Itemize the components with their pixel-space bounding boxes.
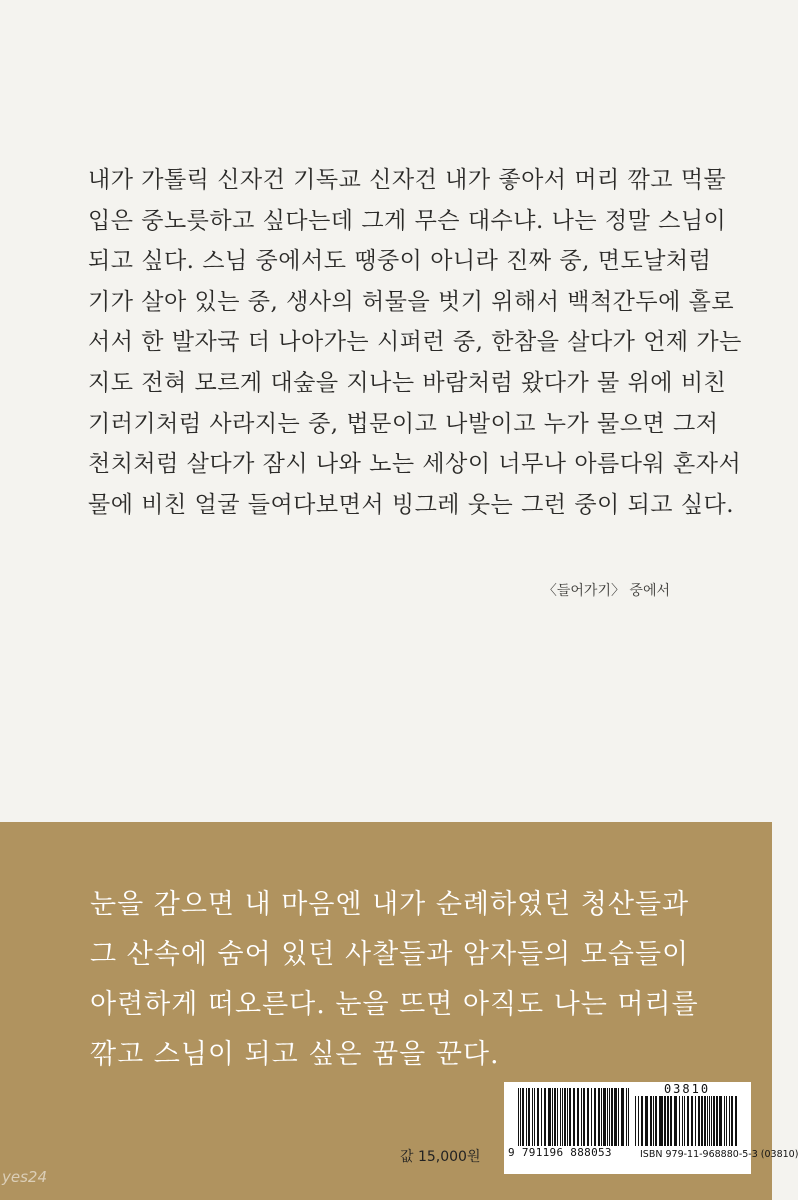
barcode-bar [726,1096,727,1146]
barcode-bar [713,1096,715,1146]
ean-number: 9 791196 888053 [508,1146,612,1159]
barcode-bar [562,1088,563,1146]
excerpt-line: 물에 비친 얼굴 들여다보면서 빙그레 웃는 그런 중이 되고 싶다. [88,491,735,518]
barcode-bar [564,1088,566,1146]
barcode-bar [569,1088,571,1146]
ean-barcode-bars [518,1088,630,1146]
barcode-bar [684,1096,685,1146]
barcode-bar [698,1096,700,1146]
barcode-bar [628,1088,629,1146]
isbn-label: ISBN 979-11-968880-5-3 (03810) [640,1149,798,1160]
barcode-bar [651,1096,652,1146]
barcode-bar [674,1096,676,1146]
barcode-bar [711,1096,712,1146]
barcode-bar [667,1096,669,1146]
watermark-logo: yes24 [2,1168,48,1186]
barcode-bar [541,1088,542,1146]
barcode-bar [691,1096,693,1146]
barcode-bar [729,1096,730,1146]
excerpt-text [88,160,742,525]
barcode-bar [591,1088,592,1146]
barcode-bar [664,1096,666,1146]
barcode-bar [603,1088,605,1146]
barcode-bar [659,1096,660,1146]
barcode-bar [609,1088,610,1146]
barcode-bar [560,1088,561,1146]
excerpt-source: 〈들어가기〉 중에서 [542,583,670,599]
barcode-bar [618,1088,619,1146]
barcode-bar [534,1088,535,1146]
excerpt-line: 천치처럼 살다가 잠시 나와 노는 세상이 너무나 아름다워 혼자서 [88,451,742,478]
barcode-bar [601,1088,602,1146]
barcode-bar [611,1088,612,1146]
barcode-bar [526,1088,527,1146]
quote-line: 그 산속에 숨어 있던 사찰들과 암자들의 모습들이 [90,939,690,970]
barcode-bar [583,1088,584,1146]
addon-number: 03810 [663,1082,711,1096]
barcode-bar [670,1096,672,1146]
barcode-bar [557,1088,558,1146]
barcode-bar [537,1088,538,1146]
pull-quote [90,880,730,1080]
barcode-bar [518,1088,519,1146]
barcode-bar [554,1088,555,1146]
barcode-bar [687,1096,689,1146]
barcode-bar [682,1096,684,1146]
excerpt-line: 지도 전혀 모르게 대숲을 지나는 바람처럼 왔다가 물 위에 비친 [88,369,727,396]
barcode-bar [626,1088,627,1146]
excerpt-line: 내가 가톨릭 신자건 기독교 신자건 내가 좋아서 머리 깎고 먹물 [88,167,727,193]
excerpt-line: 서서 한 발자국 더 나아가는 시퍼런 중, 한참을 살다가 언제 가는 [88,329,742,356]
barcode-bar [614,1088,615,1146]
barcode-bar [635,1096,636,1146]
barcode-bar [641,1096,643,1146]
barcode-bar [532,1088,533,1146]
quote-line: 눈을 감으면 내 마음엔 내가 순례하였던 청산들과 [90,889,690,920]
barcode-bar [660,1096,662,1146]
barcode [504,1082,798,1174]
quote-line: 깎고 스님이 되고 싶은 꿈을 꾼다. [90,1039,500,1070]
barcode-bar [719,1096,721,1146]
barcode-bar [709,1096,710,1146]
barcode-bar [701,1096,703,1146]
barcode-bar [695,1096,696,1146]
barcode-bar [645,1096,647,1146]
barcode-bar [607,1088,608,1146]
price-label: 값 15,000원 [400,1149,481,1165]
barcode-bar [615,1088,616,1146]
excerpt-line: 입은 중노릇하고 싶다는데 그게 무슨 대수냐. 나는 정말 스님이 [88,207,727,234]
barcode-bar [567,1088,568,1146]
barcode-bar [577,1088,579,1146]
barcode-bar [679,1096,680,1146]
barcode-bar [581,1088,582,1146]
barcode-bar [594,1088,595,1146]
excerpt-line: 기러기처럼 사라지는 중, 법문이고 나발이고 누가 물으면 그저 [88,410,719,437]
barcode-bar [552,1088,553,1146]
barcode-bar [621,1088,623,1146]
barcode-bar [731,1096,733,1146]
barcode-bar [716,1096,718,1146]
barcode-bar [522,1088,523,1146]
barcode-bar [520,1088,521,1146]
barcode-bar [735,1096,737,1146]
barcode-bar [587,1088,589,1146]
barcode-bar [638,1096,640,1146]
barcode-bar [598,1088,600,1146]
barcode-bar [573,1088,575,1146]
barcode-bar [707,1096,708,1146]
quote-line: 아련하게 떠오른다. 눈을 뜨면 아직도 나는 머리를 [90,989,699,1020]
addon-barcode-bars [635,1096,739,1146]
barcode-bar [528,1088,529,1146]
barcode-bar [704,1096,706,1146]
barcode-bar [655,1096,657,1146]
barcode-bar [653,1096,654,1146]
barcode-bar [548,1088,550,1146]
excerpt-line: 되고 싶다. 스님 중에서도 땡중이 아니라 진짜 중, 면도날처럼 [88,248,712,275]
barcode-bar [544,1088,546,1146]
barcode-bar [724,1096,725,1146]
barcode-bar [650,1096,651,1146]
excerpt-line: 기가 살아 있는 중, 생사의 허물을 벗기 위해서 백척간두에 홀로 [88,288,735,315]
